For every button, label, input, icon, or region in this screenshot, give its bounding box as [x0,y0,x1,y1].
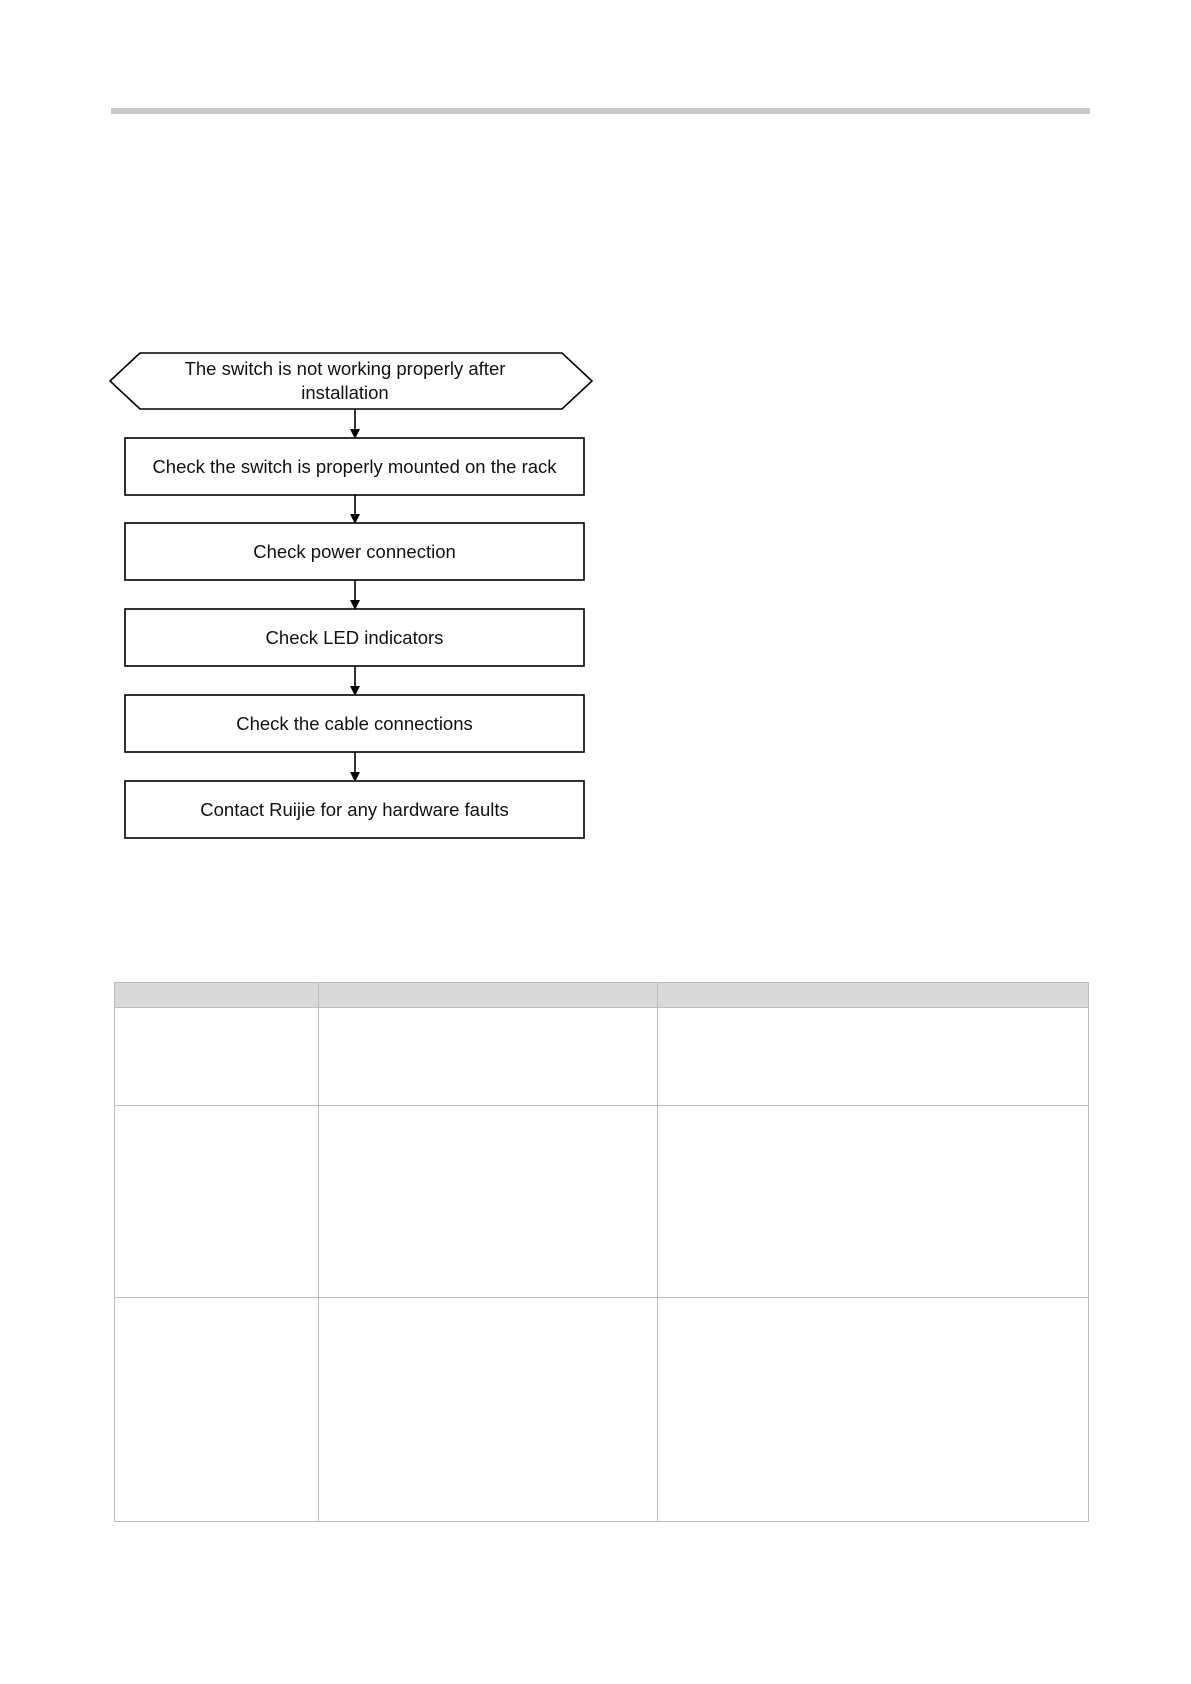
flowchart-step-3-label: Check LED indicators [265,626,444,648]
flowchart-start-label: The switch is not working properly after installation [184,358,506,403]
troubleshooting-table [114,982,1089,1522]
table-row [115,1105,1089,1297]
troubleshooting-flowchart [110,345,600,855]
table-cell [658,1297,1089,1522]
table-cell [319,1008,658,1106]
table-header-cell [658,983,1089,1008]
table-header-cell [115,983,319,1008]
flowchart-graphic [110,345,600,855]
table-row [115,1297,1089,1522]
flowchart-step-4-label: Check the cable connections [236,712,473,734]
flowchart-step-5-label: Contact Ruijie for any hardware faults [200,798,509,820]
table-cell [658,1008,1089,1106]
table-cell [319,1105,658,1297]
table-cell [319,1297,658,1522]
table-cell [115,1297,319,1522]
troubleshooting-table-container [114,982,1088,1522]
table-cell [115,1105,319,1297]
table-header-row [115,983,1089,1008]
flowchart-step-1-label: Check the switch is properly mounted on the rack [152,455,557,477]
table-row [115,1008,1089,1106]
table-cell [658,1105,1089,1297]
table-cell [115,1008,319,1106]
flowchart-step-2-label: Check power connection [253,540,456,562]
table-header-cell [319,983,658,1008]
header-divider [111,108,1090,114]
